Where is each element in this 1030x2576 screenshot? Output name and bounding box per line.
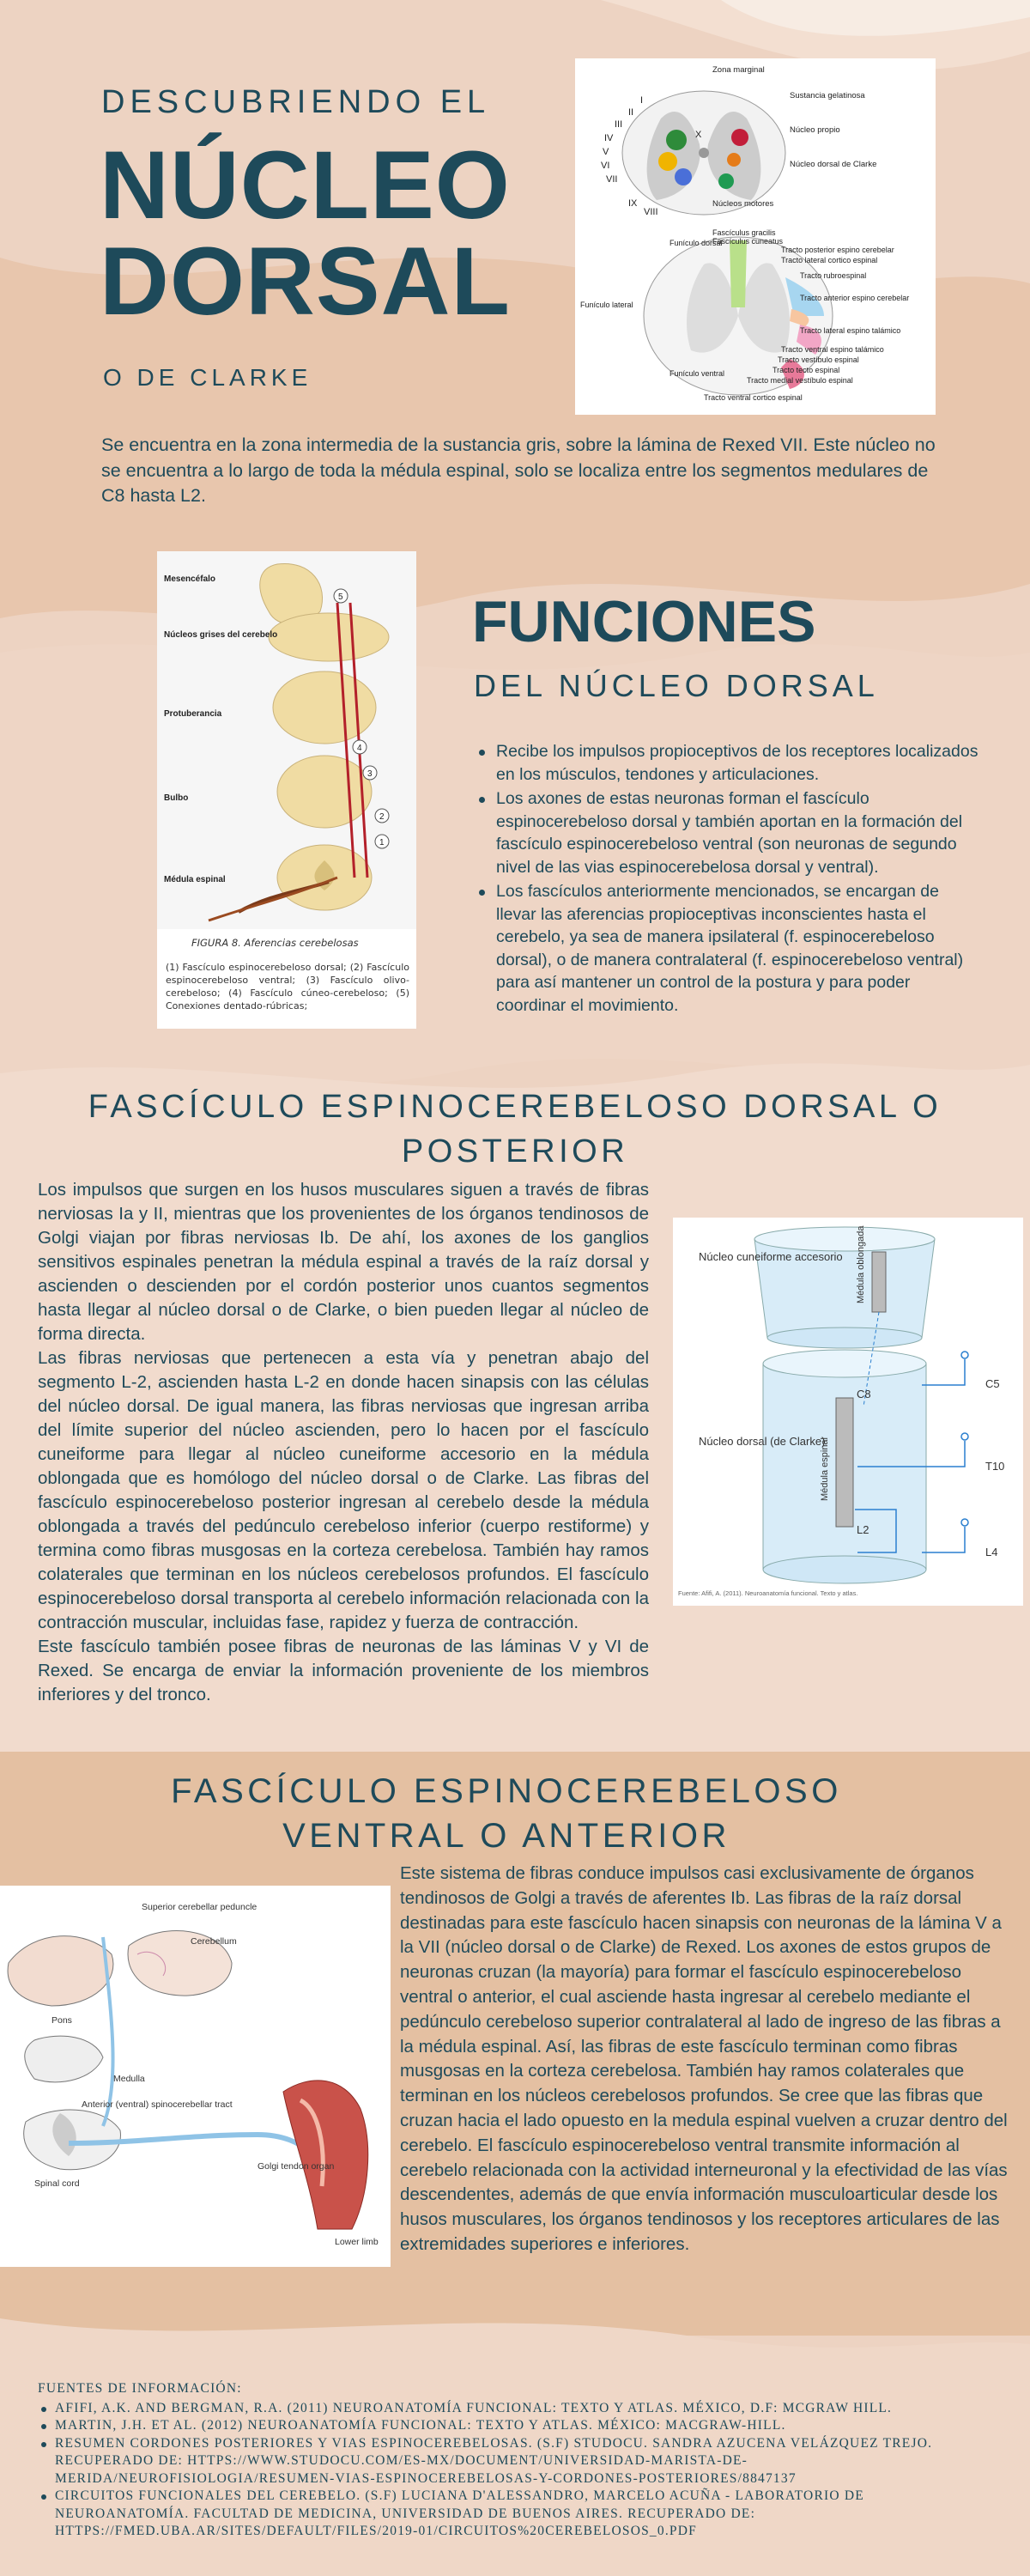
reference-item-2: MARTIN, J.H. ET AL. (2012) NEUROANATOMÍA FUNCIONAL: TEXTO Y ATLAS. MÉXICO: MACGRAW-HILL. xyxy=(38,2417,999,2435)
vlabel-limb: Lower limb xyxy=(335,2237,379,2247)
reference-item-4: CIRCUITOS FUNCIONALES DEL CEREBELO. (S.F) LUCIANA D'ALESSANDRO, MARCELO ACUÑA - LABORATORIO DE NEUROANATOMÍA. FACULTAD DE MEDICINA, UNIVERSIDAD DE BUENOS AIRES. RECUPERADO DE: HTTPS://FMED.UBA.AR/SITES/DEFAULT/FILES/2019-01/CIRCUITOS%20CEREBELOSOS_0.PDF xyxy=(38,2488,999,2541)
dorsal-title-line1: FASCÍCULO ESPINOCEREBELOSO DORSAL O xyxy=(88,1089,942,1125)
functions-subtitle: DEL NÚCLEO DORSAL xyxy=(474,668,879,703)
dorsal-para-1: Los impulsos que surgen en los husos musculares siguen a través de fibras nerviosas Ia y II, mientras que los provenientes de los órganos tendinosos de Golgi viajan por fibras nerviosas Ib. De ahí, los axones de los ganglios sensitivos espinales penetran la médula espinal a través de la raíz dorsal y ascienden o descienden por el cordón posterior unos cuantos segmentos hasta llegar al núcleo dorsal o de Clarke, o bien pueden llegar al núcleo de forma directa. xyxy=(38,1180,649,1344)
lamina-label-6: VI xyxy=(601,161,610,171)
cylinder-diagram xyxy=(673,1218,1023,1606)
figure-8-afferents xyxy=(157,551,416,1029)
level-mesencefalo: Mesencéfalo xyxy=(164,574,216,584)
root-t10: T10 xyxy=(985,1460,1005,1473)
ventral-body: Este sistema de fibras conduce impulsos casi exclusivamente de órganos tendinosos de Golgi a través de aferentes Ib. Las fibras de la raíz dorsal destinadas para este fascículo hacen sinapsis con neuronas de la lámina V a la VII (núcleo dorsal o de Clarke) de Rexed. Los axones de estos grupos de neuronas cruzan (la mayoría) para formar el fascículo espinocerebeloso ventral o anterior, el cual asciende hasta ingresar al cerebelo mediante el pedúnculo cerebeloso superior contralateral al lado de ingreso de las fibras a la médula espinal. Así, las fibras de este fascículo terminan como fibras musgosas en la corteza cerebelosa. También hay ramos colaterales que terminan en los núcleos cerebelosos profundos. Se cree que las fibras que cruzan hacia el lado opuesto en la medula espinal vuelven a cruzar dentro del cerebelo. El fascículo espinocerebeloso ventral transmite información al cerebelo relacionada con la actividad interneuronal y la efectividad de las vías descendentes, además de que envía información musculoarticular desde los husos musculares, los órganos tendinosos y los receptores articulares de las extremidades superiores e inferiores. xyxy=(400,1863,1008,2254)
tract-label-6: Tracto rubroespinal xyxy=(800,271,867,280)
label-nucleo-propio: Núcleo propio xyxy=(790,125,840,135)
reference-item-3: RESUMEN CORDONES POSTERIORES Y VIAS ESPINOCEREBELOSAS. (S.F) STUDOCU. SANDRA AZUCENA VELÁZQUEZ TREJO. RECUPERADO DE: HTTPS://WWW.STUDOCU.COM/ES-MX/DOCUMENT/UNIVERSIDAD-MARISTA-DE-MERIDA/NEUROFISIOLOGIA/RESUMEN-VIAS-ESPINOCEREBELOSAS-Y-CORDONES-POSTERIORES/8847137 xyxy=(38,2435,999,2488)
num-5: 5 xyxy=(338,592,343,602)
hero-subtitle: O DE CLARKE xyxy=(103,364,312,391)
lamina-label-8: VIII xyxy=(644,207,658,217)
spinal-cord-cross-section-figure xyxy=(575,58,936,415)
tract-label-10: Tracto ventral espino talámico xyxy=(781,345,884,354)
functions-item-1: Recibe los impulsos propioceptivos de los receptores localizados en los músculos, tendones y articulaciones. xyxy=(474,740,980,786)
figure-8-caption: (1) Fascículo espinocerebeloso dorsal; (2) Fascículo espinocerebeloso ventral; (3) Fascículo olivo-cerebeloso; (4) Fascículo cúneo-cerebeloso; (5) Conexiones dentado-rúbricas; xyxy=(166,962,409,1012)
dorsal-nucleus-cylinder-figure xyxy=(673,1218,1023,1606)
tract-label-1: Fascículus gracilis xyxy=(712,228,776,237)
level-c8: C8 xyxy=(857,1388,871,1400)
lamina-label-1: I xyxy=(640,95,644,106)
lamina-label-3: III xyxy=(615,119,623,130)
cyl-label-top: Núcleo cuneiforme accesorio xyxy=(699,1250,843,1263)
label-sustancia-gelatinosa: Sustancia gelatinosa xyxy=(790,91,865,100)
num-2: 2 xyxy=(379,812,385,822)
functions-item-3: Los fascículos anteriormente mencionados, se encargan de llevar las aferencias propioceptivas inconscientes hasta el cerebelo, ya sea de manera ipsilateral (f. espinocerebeloso dorsal), o de manera contralateral (f. espinocerebeloso ventral) para así mantener un control de la postura y para poder coordinar el movimiento. xyxy=(474,880,980,1017)
num-4: 4 xyxy=(357,744,362,753)
ventral-tract-diagram xyxy=(0,1886,391,2267)
level-protuberancia: Protuberancia xyxy=(164,709,222,719)
label-nucleo-clarke: Núcleo dorsal de Clarke xyxy=(790,160,877,169)
ventral-tract-figure xyxy=(0,1886,391,2267)
tract-label-14: Tracto medial vestíbulo espinal xyxy=(747,376,853,385)
references-list xyxy=(38,2400,999,2541)
dorsal-title-line2: POSTERIOR xyxy=(401,1133,629,1170)
tract-label-8: Tracto anterior espino cerebelar xyxy=(800,294,910,302)
cyl-label-mid: Núcleo dorsal (de Clarke) xyxy=(699,1435,826,1448)
root-l4: L4 xyxy=(985,1546,998,1558)
cyl-label-oblong: Médula oblongada xyxy=(856,1225,866,1303)
cyl-label-spinal: Médula espinal xyxy=(820,1437,830,1501)
vlabel-medulla: Medulla xyxy=(113,2074,145,2084)
tract-label-2: Fascículus cuneatus xyxy=(712,237,784,246)
vlabel-cerebellum: Cerebellum xyxy=(191,1936,237,1947)
reference-item-1: AFIFI, A.K. AND BERGMAN, R.A. (2011) NEUROANATOMÍA FUNCIONAL: TEXTO Y ATLAS. MÉXICO, D.F: MCGRAW HILL. xyxy=(38,2400,999,2418)
tract-label-12: Funículo ventral xyxy=(670,369,725,378)
dorsal-text xyxy=(38,1178,649,1707)
level-l2: L2 xyxy=(857,1523,869,1536)
lamina-label-7: VII xyxy=(606,174,618,185)
num-1: 1 xyxy=(379,838,385,848)
functions-list xyxy=(474,740,980,1018)
num-3: 3 xyxy=(367,769,373,779)
lamina-label-10: X xyxy=(695,130,702,140)
tract-label-13: Tracto tecto espinal xyxy=(772,366,840,374)
label-nucleos-motores: Núcleos motores xyxy=(712,199,774,209)
functions-title: FUNCIONES xyxy=(472,589,816,654)
dorsal-para-2: Las fibras nerviosas que pertenecen a esta vía y penetran abajo del segmento L-2, ascienden hasta L-2 en donde hacen sinapsis con las células del núcleo dorsal. De igual manera, las fibras nerviosas que ingresan arriba del límite superior del núcleo ascienden, pero lo hacen por el fascículo cuneiforme para llegar al núcleo cuneiforme accesorio en la médula oblongada que es homólogo del núcleo dorsal o de Clarke. Las fibras del fascículo espinocerebeloso posterior ingresan al cerebelo desde la médula oblongada a través del pedúnculo cerebeloso inferior (cuerpo restiforme) y termina como fibras musgosas en la corteza cerebelosa. También hay ramos colaterales que terminan en los núcleos cerebelosos profundos. El fascículo espinocerebeloso dorsal transporta al cerebelo información relacionada con la contracción muscular, incluidas fase, rapidez y fuerza de contracción. xyxy=(38,1348,649,1632)
figure-8-caption-title: FIGURA 8. Aferencias cerebelosas xyxy=(191,937,359,949)
references xyxy=(38,2380,999,2541)
dorsal-para-3: Este fascículo también posee fibras de neuronas de las láminas V y VI de Rexed. Se encarga de enviar la información proveniente de los miembros inferiores y del tronco. xyxy=(38,1637,649,1704)
level-nucleos: Núcleos grises del cerebelo xyxy=(164,630,278,640)
tract-label-4: Tracto posterior espino cerebelar xyxy=(781,246,894,254)
lamina-label-9: IX xyxy=(628,198,638,209)
level-bulbo: Bulbo xyxy=(164,793,189,803)
root-c5: C5 xyxy=(985,1377,1000,1390)
lamina-label-5: V xyxy=(603,147,609,157)
tract-label-15: Tracto ventral cortico espinal xyxy=(704,393,803,402)
tract-label-5: Tracto lateral cortico espinal xyxy=(781,256,878,264)
vlabel-scp: Superior cerebellar peduncle xyxy=(142,1902,258,1912)
cerebellar-afferents-diagram xyxy=(157,551,416,929)
cyl-credit: Fuente: Afifi, A. (2011). Neuroanatomía funcional. Texto y atlas. xyxy=(678,1589,858,1597)
vlabel-spinal: Spinal cord xyxy=(34,2178,80,2189)
ventral-title-line1: FASCÍCULO ESPINOCEREBELOSO xyxy=(171,1772,842,1810)
vlabel-pons: Pons xyxy=(52,2015,72,2026)
label-zona-marginal: Zona marginal xyxy=(712,65,765,75)
vlabel-avsct: Anterior (ventral) spinocerebellar tract xyxy=(82,2099,233,2110)
level-medula: Médula espinal xyxy=(164,875,226,884)
functions-item-2: Los axones de estas neuronas forman el fascículo espinocerebeloso dorsal y también aportan en la formación del fascículo espinocerebeloso ventral (son neuronas de segundo nivel de las vias espinocerebelosa dorsal y ventral). xyxy=(474,787,980,878)
tract-label-3: Funículo dorsal xyxy=(670,239,723,247)
lamina-label-4: IV xyxy=(604,133,614,143)
tract-label-7: Funículo lateral xyxy=(580,301,633,309)
references-title: FUENTES DE INFORMACIÓN: xyxy=(38,2381,242,2396)
tract-label-9: Tracto lateral espino talámico xyxy=(800,326,901,335)
hero-kicker: DESCUBRIENDO EL xyxy=(101,84,491,120)
ventral-title-line2: VENTRAL O ANTERIOR xyxy=(282,1817,730,1855)
hero-title-line2: DORSAL xyxy=(100,228,511,335)
hero-intro: Se encuentra en la zona intermedia de la sustancia gris, sobre la lámina de Rexed VII. Este núcleo no se encuentra a lo largo de toda la médula espinal, solo se localiza entre los segmentos medulares de C8 hasta L2. xyxy=(101,434,936,506)
cross-section-diagram xyxy=(575,58,936,415)
hero-title-line1: NÚCLEO xyxy=(100,131,511,239)
vlabel-gto: Golgi tendon organ xyxy=(258,2161,335,2172)
lamina-label-2: II xyxy=(628,107,634,118)
tract-label-11: Tracto vestíbulo espinal xyxy=(778,355,859,364)
